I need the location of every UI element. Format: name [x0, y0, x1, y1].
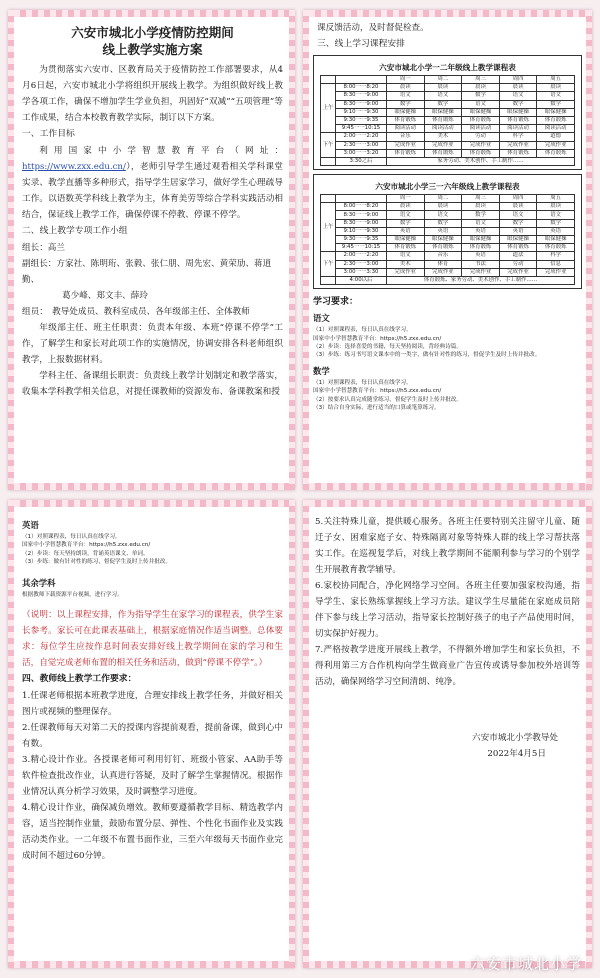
course-cell: 完成作业: [537, 141, 575, 149]
course-cell: 体育锻炼: [462, 116, 500, 124]
course-cell: 体育锻炼: [537, 116, 575, 124]
time-cell: 8:30一一9:00: [336, 211, 387, 219]
header-cell: [321, 195, 336, 203]
time-cell: 8:30一一9:00: [336, 92, 387, 100]
header-cell: 周二: [424, 76, 462, 84]
header-cell: 周五: [537, 195, 575, 203]
doc-title-line1: 六安市城北小学疫情防控期间: [71, 25, 234, 40]
course-cell: 体育锻炼: [424, 244, 462, 252]
signature-org: 六安市城北小学教导处: [472, 733, 558, 743]
course-cell: 信息: [537, 260, 575, 268]
course-cell: 音乐: [424, 252, 462, 260]
page-border: [8, 10, 14, 490]
req-line: 国家中小学智慧教育平台：https://h5.zxx.edu.cn/: [313, 335, 442, 342]
page-border: [289, 10, 295, 490]
requirement-item: 2.任课教师每天对第二天的授课内容提前观看，提前备课，做到心中有数。: [22, 723, 283, 750]
document-page-2: [303, 10, 592, 490]
header-cell: 周四: [499, 76, 537, 84]
time-cell: 2:30一一3:00: [336, 141, 387, 149]
header-cell: [321, 76, 336, 84]
subject-heading-other: 其余学科: [22, 577, 56, 588]
req-line: （1）对照课程表，每日认真在线学习。: [313, 327, 412, 334]
table-row: [321, 211, 575, 219]
page-border: [586, 10, 592, 490]
members-line: 组员： 教导处成员、教科室成员、各年级部主任、全体教师: [22, 307, 250, 317]
header-cell: 周一: [387, 76, 425, 84]
course-cell: 体育锻炼: [424, 116, 462, 124]
course-cell: 英语: [387, 227, 425, 235]
table-row: [321, 125, 575, 133]
req-line: （3）步练：做有针对性的练习，督促学生及时上传并批改。: [22, 559, 171, 566]
course-cell: 眼保健操: [537, 236, 575, 244]
course-cell: 完成作业: [537, 268, 575, 276]
time-cell: 3:00一一3:20: [336, 149, 387, 157]
header-cell: [336, 76, 387, 84]
activity-cell: 家务劳动、美术创作、手工制作……: [387, 157, 575, 165]
table-row: [321, 157, 575, 165]
table-row: [321, 244, 575, 252]
course-cell: 科学: [499, 133, 537, 141]
course-cell: 数学: [387, 219, 425, 227]
course-cell: 语文: [537, 92, 575, 100]
course-cell: 科学: [537, 252, 575, 260]
course-cell: 眼保健操: [499, 236, 537, 244]
course-cell: 完成作业: [424, 141, 462, 149]
table-row: [321, 100, 575, 108]
course-cell: 眼保健操: [424, 236, 462, 244]
segment-cell: 上午: [321, 84, 336, 133]
duty-paragraph: 年级部主任、班主任职责：负责本年级、本班“停课不停学”工作，了解学生和家长对此项工作的实施情况，协调安排各科老师组织教学，上报数据材料。: [22, 323, 283, 365]
document-page-3: [8, 500, 295, 968]
table-row: [321, 227, 575, 235]
subject-heading-english: 英语: [22, 520, 39, 530]
course-cell: 体育锻炼: [499, 244, 537, 252]
course-cell: 语文: [537, 211, 575, 219]
continued-text: 课反馈活动，及时督促检查。: [317, 23, 429, 33]
course-cell: 体育锻炼: [537, 244, 575, 252]
req-line: 根据教师下载资源平台视频，进行学习。: [22, 591, 123, 598]
subject-heading-math: 数学: [313, 365, 330, 376]
schedule-box-2: [313, 174, 582, 289]
goal-paragraph: [22, 143, 283, 223]
table-row: [321, 133, 575, 141]
time-cell: 2:30一一3:00: [336, 260, 387, 268]
course-cell: 晨读: [537, 203, 575, 211]
requirement-item: 4.精心设计作业，确保减负增效。教师要遵循教学目标、精选教学内容，适当控制作业量，鼓励布置分层、弹性、个性化书面作业及实践活动类作业。一二年级不布置书面作业，三至六年级每天书面作业完成时间不超过60分钟。: [22, 803, 283, 862]
watermark: 六安市城北小学: [469, 955, 582, 973]
course-cell: 眼保健操: [387, 236, 425, 244]
course-cell: 眼保健操: [462, 236, 500, 244]
req-line: （3）结合自身实际，进行适当的口算或笔算练习。: [313, 404, 440, 411]
page-border: [303, 483, 592, 490]
course-cell: 数学: [424, 100, 462, 108]
course-cell: 书法: [462, 260, 500, 268]
requirement-item: 6.家校协同配合，净化网络学习空间。各班主任要加强家校沟通，指导学生、家长熟练掌握线上学习方法。建议学生尽量能在家庭成员陪伴下参与线上学习活动，指导家长控制好孩子的电子产品使用时间，切实保护好视力。: [315, 581, 580, 639]
course-cell: 体育锻炼: [537, 149, 575, 157]
course-cell: 晨读: [387, 203, 425, 211]
req-line: （2）步读：选择喜爱的书籍，每天坚持阅读，背经典诗篇。: [313, 343, 462, 350]
course-cell: 语文: [499, 211, 537, 219]
req-line: 国家中小学智慧教育平台：https://h5.zxx.edu.cn/: [22, 542, 151, 549]
page-border: [303, 500, 592, 507]
course-cell: 数学: [499, 219, 537, 227]
course-cell: 英语: [499, 227, 537, 235]
course-cell: 阅读活动: [387, 125, 425, 133]
deputy-line: 副组长：方家社、陈明珩、张毅、张仁朋、周先宏、黄荣劢、蒋逍勤、: [22, 259, 272, 285]
course-cell: 英语: [462, 227, 500, 235]
course-cell: 语文: [424, 211, 462, 219]
section-heading: 二、线上教学专项工作小组: [22, 226, 128, 236]
table-row: [321, 203, 575, 211]
course-cell: 完成作业: [424, 268, 462, 276]
time-cell: 2:00一一2:20: [336, 133, 387, 141]
course-cell: 音乐: [387, 133, 425, 141]
course-cell: 道法: [499, 252, 537, 260]
course-cell: 阅读活动: [424, 125, 462, 133]
course-cell: 数学: [424, 219, 462, 227]
course-cell: 数学: [537, 219, 575, 227]
course-cell: 阅读活动: [537, 125, 575, 133]
header-cell: 周四: [499, 195, 537, 203]
course-cell: 体育锻炼: [462, 244, 500, 252]
course-cell: 体育锻炼: [462, 149, 500, 157]
course-cell: 英语: [424, 227, 462, 235]
course-cell: 完成作业: [387, 141, 425, 149]
course-cell: 英语: [537, 227, 575, 235]
course-cell: 眼保健操: [387, 108, 425, 116]
time-cell: 9:30一一9:35: [336, 236, 387, 244]
table-row: [321, 108, 575, 116]
table-row: [321, 260, 575, 268]
segment-cell: [321, 276, 336, 284]
page-border: [8, 10, 295, 17]
course-cell: 数学: [499, 100, 537, 108]
course-cell: 数学: [462, 92, 500, 100]
course-cell: 语文: [424, 92, 462, 100]
course-cell: 完成作业: [462, 268, 500, 276]
table-row: [321, 141, 575, 149]
table-header-row: [321, 76, 575, 84]
course-cell: 体育锻炼: [424, 149, 462, 157]
time-cell: 9:10一一9:30: [336, 227, 387, 235]
table-row: [321, 268, 575, 276]
course-cell: 晨读: [462, 84, 500, 92]
intro-paragraph: 为贯彻落实六安市、区教育局关于疫情防控工作部署要求，从4月6日起，六安市城北小学将组织开展线上教学。为组织做好线上教学各项工作，确保不增加学生学业负担，巩固好“双减”“五项管理”等工作成果，结合本校教育教学实际，制订以下方案。: [22, 65, 283, 123]
course-cell: 阅读活动: [462, 125, 500, 133]
table-row: [321, 84, 575, 92]
course-cell: 体育: [424, 260, 462, 268]
course-cell: 语文: [387, 252, 425, 260]
page-border: [303, 500, 309, 968]
req-line: （3）步练：练习书写语文课本中的一类字，做有针对性的练习，督促学生及时上传并批改。: [313, 352, 541, 359]
time-cell: 8:00一一8:20: [336, 203, 387, 211]
time-cell: 3:00一一3:30: [336, 268, 387, 276]
time-cell: 9:45一一10:15: [336, 125, 387, 133]
course-cell: 语文: [387, 211, 425, 219]
page-border: [8, 961, 295, 968]
course-cell: 晨读: [499, 203, 537, 211]
goal-text: ），老师引导学生通过观看相关学科课堂实录、教学直播等多种形式，指导学生居家学习，做好学生心理疏导工作。以语数英学科线上教学为主，体育美劳等综合学科实践活动相结合，保证线上教学工作，确保停课不停教、停课不停学。: [22, 162, 283, 220]
table-row: [321, 252, 575, 260]
course-cell: 眼保健操: [462, 108, 500, 116]
deputy-line: 葛少峰、郑文丰、薛玲: [62, 291, 148, 301]
course-cell: 完成作业: [499, 268, 537, 276]
note-paragraph: （说明：以上课程安排，作为指导学生在家学习的课程表，供学生家长参考。家长可在此课表基础上，根据家庭情况作适当调整。总体要求：每位学生应按作息时间表安排好线上教学期间在家的学习和生活，自觉完成老师布置的相关任务和活动，做到“停课不停学”。）: [22, 610, 283, 669]
page-border: [586, 500, 592, 968]
platform-link[interactable]: https://www.zxx.edu.cn/: [22, 162, 126, 172]
course-cell: 劳动: [462, 133, 500, 141]
course-cell: 体育锻炼: [499, 149, 537, 157]
req-line: （1）对照课程表，每日认真在线学习。: [22, 534, 121, 540]
course-cell: 数学: [387, 100, 425, 108]
schedule-table-grade1-2: [320, 75, 575, 166]
page-border: [289, 500, 295, 968]
table-row: [321, 116, 575, 124]
course-cell: 晨读: [387, 84, 425, 92]
time-cell: 9:45一一10:15: [336, 244, 387, 252]
course-cell: 眼保健操: [499, 108, 537, 116]
time-cell: 8:30一一9:00: [336, 219, 387, 227]
course-cell: 美术: [387, 260, 425, 268]
header-cell: 周三: [462, 76, 500, 84]
section-heading: 四、教师线上教学工作要求：: [22, 674, 137, 685]
course-cell: 眼保健操: [537, 108, 575, 116]
subject-heading-chinese: 语文: [313, 313, 330, 324]
activity-cell: 体育锻炼、家务劳动、美术创作、手工制作……: [387, 276, 575, 284]
course-cell: 语文: [462, 219, 500, 227]
header-cell: 周三: [462, 195, 500, 203]
time-cell: 9:10一一9:30: [336, 108, 387, 116]
course-cell: 晨读: [424, 84, 462, 92]
doc-title-line2: 线上教学实施方案: [102, 42, 203, 57]
requirement-item: 1.任课老师根据本班教学进度，合理安排线上教学任务，并做好相关图片或视频的整理保存。: [22, 691, 283, 718]
requirement-item: 5.关注特殊儿童，提供暖心服务。各班主任要特别关注留守儿童、随迁子女、困难家庭子女、特殊隔离对象等特殊人群的线上学习帮扶落实工作。在巡视复学后，对线上教学期间不能顺利参与学习的个别学生开展教育教学辅导。: [315, 517, 580, 575]
header-cell: 周二: [424, 195, 462, 203]
header-cell: 周五: [537, 76, 575, 84]
page-border: [8, 500, 295, 507]
course-cell: 阅读活动: [499, 125, 537, 133]
course-cell: 体育锻炼: [387, 149, 425, 157]
table-row: [321, 219, 575, 227]
segment-cell: 上午: [321, 203, 336, 252]
course-cell: 完成作业: [387, 268, 425, 276]
schedule-title: 六安市城北小学一二年级线上教学课程表: [379, 63, 516, 72]
page-border: [8, 483, 295, 490]
course-cell: 劳动: [499, 260, 537, 268]
course-cell: 晨读: [424, 203, 462, 211]
course-cell: 体育锻炼: [387, 244, 425, 252]
time-cell: 8:00一一8:20: [336, 84, 387, 92]
req-line: （2）按要求认真完成随堂练习，督促学生及时上传并批改。: [313, 396, 462, 403]
table-row: [321, 276, 575, 284]
course-cell: 完成作业: [462, 141, 500, 149]
page-border: [303, 10, 309, 490]
header-cell: 周一: [387, 195, 425, 203]
requirements-title: 学习要求：: [313, 297, 359, 308]
section-heading: 三、线上学习课程安排: [317, 39, 405, 49]
table-row: [321, 236, 575, 244]
time-cell: 9:30一一9:35: [336, 116, 387, 124]
page-border: [8, 500, 14, 968]
segment-cell: [321, 157, 336, 165]
course-cell: 晨读: [462, 203, 500, 211]
time-cell: 2:00一一2:20: [336, 252, 387, 260]
schedule-table-grade3-6: [320, 194, 575, 285]
course-cell: 体育锻炼: [387, 116, 425, 124]
requirement-item: 3.精心设计作业。各授课老师可利用钉钉、班级小管家、AA助手等软件检查批改作业，认真进行答疑，及时了解学生掌握情况。根据作业情况认真分析学习效果，及时调整学习进度。: [22, 755, 283, 798]
duty-paragraph: 学科主任、备课组长职责：负责线上教学计划制定和教学落实，收集本学科教学相关信息，对提任课教师的资源发布、备课教案和授: [22, 371, 283, 397]
course-cell: 完成作业: [499, 141, 537, 149]
document-page-1: [8, 10, 295, 490]
segment-cell: 下午: [321, 133, 336, 158]
course-cell: 语文: [387, 92, 425, 100]
course-cell: 体育锻炼: [499, 116, 537, 124]
time-cell: 3:30之后: [336, 157, 387, 165]
req-line: （1）对照课程表，每日认真在线学习。: [313, 379, 412, 386]
goal-text: 利用国家中小学智慧教育平台（网址：: [39, 146, 283, 156]
course-cell: 美术: [424, 133, 462, 141]
section-heading: 一、工作目标: [22, 129, 75, 139]
course-cell: 语文: [462, 100, 500, 108]
course-cell: 英语: [462, 252, 500, 260]
signature-date: 2022年4月5日: [487, 749, 546, 759]
course-cell: 语文: [499, 92, 537, 100]
header-cell: [336, 195, 387, 203]
req-line: 国家中小学智慧教育平台：https://h5.zxx.edu.cn/: [313, 388, 442, 395]
table-header-row: [321, 195, 575, 203]
segment-cell: 下午: [321, 252, 336, 277]
table-row: [321, 92, 575, 100]
course-cell: 晨读: [499, 84, 537, 92]
leader-line: 组长：高兰: [22, 243, 65, 253]
req-line: （2）步读：每天坚持朗读，背诵英语课文、单词。: [22, 550, 149, 557]
page-border: [303, 10, 592, 17]
requirement-item: 7.严格按教学进度开展线上教学，不得额外增加学生和家长负担，不得利用第三方合作机构向学生做商业广告宣传或诱导参加校外培训等活动，确保网络学习空间清朗、纯净。: [315, 645, 580, 687]
schedule-box-1: [313, 55, 582, 170]
course-cell: 眼保健操: [424, 108, 462, 116]
course-cell: 道德: [537, 133, 575, 141]
course-cell: 晨读: [537, 84, 575, 92]
course-cell: 数学: [462, 211, 500, 219]
time-cell: 4:00以后: [336, 276, 387, 284]
table-row: [321, 149, 575, 157]
course-cell: 数学: [537, 100, 575, 108]
time-cell: 8:30一一9:00: [336, 100, 387, 108]
document-page-4: [303, 500, 592, 968]
schedule-title: 六安市城北小学三一六年级线上教学课程表: [375, 182, 520, 192]
